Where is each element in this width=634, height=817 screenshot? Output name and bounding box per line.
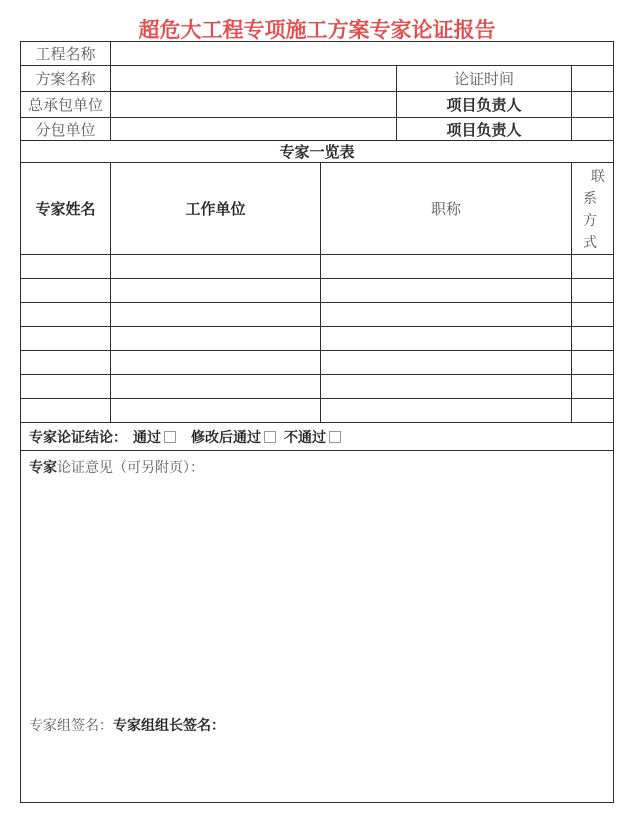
- contact-cell[interactable]: [572, 303, 614, 327]
- project-name-label: 工程名称: [21, 42, 111, 66]
- expert-table-row: [21, 327, 614, 351]
- expert-name-cell[interactable]: [21, 303, 111, 327]
- conclusion-option-pass: 通过: [133, 430, 176, 446]
- expert-group-leader-signature-label: 专家组组长签名：: [113, 718, 225, 734]
- work-unit-cell[interactable]: [111, 399, 321, 423]
- work-unit-cell[interactable]: [111, 327, 321, 351]
- opinion-label-bold: 专家: [29, 460, 57, 476]
- work-unit-cell[interactable]: [111, 303, 321, 327]
- work-unit-cell[interactable]: [111, 279, 321, 303]
- subcontractor-label: 分包单位: [21, 118, 111, 141]
- job-title-cell[interactable]: [321, 351, 572, 375]
- job-title-cell[interactable]: [321, 279, 572, 303]
- contact-header-text: 联系方式: [583, 169, 605, 251]
- demo-time-value[interactable]: [572, 66, 614, 92]
- col-header-job-title: 职称: [321, 163, 572, 255]
- col-header-contact: [572, 163, 614, 255]
- plan-name-value[interactable]: [111, 66, 397, 92]
- job-title-cell[interactable]: [321, 327, 572, 351]
- expert-list-section-title: 专家一览表: [21, 141, 614, 163]
- general-contractor-label: 总承包单位: [21, 92, 111, 118]
- contact-cell[interactable]: [572, 255, 614, 279]
- expert-name-cell[interactable]: [21, 351, 111, 375]
- conclusion-option-fail: 不通过: [284, 430, 341, 446]
- sub-leader-value[interactable]: [572, 118, 614, 141]
- subcontractor-value[interactable]: [111, 118, 397, 141]
- expert-name-cell[interactable]: [21, 399, 111, 423]
- expert-name-cell[interactable]: [21, 255, 111, 279]
- contact-cell[interactable]: [572, 327, 614, 351]
- conclusion-row: [21, 423, 614, 451]
- job-title-cell[interactable]: [321, 255, 572, 279]
- job-title-cell[interactable]: [321, 375, 572, 399]
- expert-group-signature-label: 专家组签名：: [29, 718, 113, 734]
- conclusion-label: 专家论证结论：: [29, 429, 127, 446]
- job-title-cell[interactable]: [321, 399, 572, 423]
- project-name-value[interactable]: [111, 42, 614, 66]
- general-contractor-value[interactable]: [111, 92, 397, 118]
- expert-table-row: [21, 375, 614, 399]
- work-unit-cell[interactable]: [111, 375, 321, 399]
- expert-name-cell[interactable]: [21, 327, 111, 351]
- col-header-expert-name: 专家姓名: [21, 163, 111, 255]
- gc-leader-label: 项目负责人: [397, 92, 572, 118]
- job-title-cell[interactable]: [321, 303, 572, 327]
- expert-table-row: [21, 351, 614, 375]
- expert-table-row: [21, 303, 614, 327]
- opinion-cell[interactable]: [21, 451, 614, 803]
- checkbox-pass-after-revision[interactable]: [264, 431, 276, 443]
- contact-cell[interactable]: [572, 351, 614, 375]
- signature-line: [29, 715, 605, 735]
- contact-cell[interactable]: [572, 399, 614, 423]
- report-table: [20, 41, 614, 803]
- contact-cell[interactable]: [572, 279, 614, 303]
- expert-name-cell[interactable]: [21, 279, 111, 303]
- work-unit-cell[interactable]: [111, 351, 321, 375]
- conclusion-option-pass-after-revision: 修改后通过: [191, 430, 276, 446]
- gc-leader-value[interactable]: [572, 92, 614, 118]
- opinion-label-regular: 论证意见（可另附页）：: [57, 460, 204, 476]
- expert-table-row: [21, 255, 614, 279]
- checkbox-pass[interactable]: [164, 431, 176, 443]
- plan-name-label: 方案名称: [21, 66, 111, 92]
- checkbox-fail[interactable]: [329, 431, 341, 443]
- contact-cell[interactable]: [572, 375, 614, 399]
- expert-name-cell[interactable]: [21, 375, 111, 399]
- expert-table-row: [21, 399, 614, 423]
- expert-table-row: [21, 279, 614, 303]
- opinion-label-line: [29, 457, 605, 477]
- col-header-work-unit: 工作单位: [111, 163, 321, 255]
- sub-leader-label: 项目负责人: [397, 118, 572, 141]
- report-title: 超危大工程专项施工方案专家论证报告: [138, 17, 496, 42]
- work-unit-cell[interactable]: [111, 255, 321, 279]
- demo-time-label: 论证时间: [397, 66, 572, 92]
